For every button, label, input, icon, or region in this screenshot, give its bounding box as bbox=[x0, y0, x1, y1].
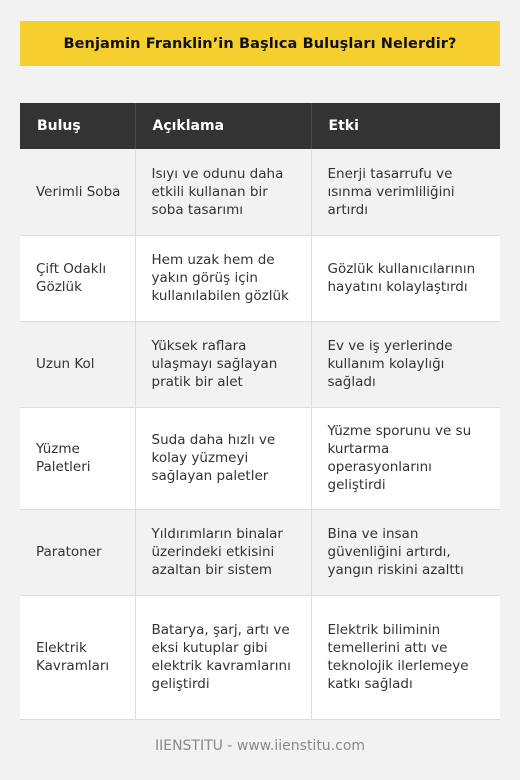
cell-impact: Gözlük kullanıcılarının hayatını kolaylaştırdı bbox=[311, 235, 500, 321]
inventions-table bbox=[20, 103, 500, 720]
cell-invention: Yüzme Paletleri bbox=[20, 407, 135, 509]
cell-impact: Enerji tasarrufu ve ısınma verimliliğini artırdı bbox=[311, 149, 500, 235]
cell-invention: Çift Odaklı Gözlük bbox=[20, 235, 135, 321]
cell-impact: Elektrik biliminin temellerini attı ve teknolojik ilerlemeye katkı sağladı bbox=[311, 595, 500, 719]
cell-description: Hem uzak hem de yakın görüş için kullanılabilen gözlük bbox=[135, 235, 311, 321]
cell-invention: Elektrik Kavramları bbox=[20, 595, 135, 719]
cell-impact: Yüzme sporunu ve su kurtarma operasyonlarını geliştirdi bbox=[311, 407, 500, 509]
cell-impact: Ev ve iş yerlerinde kullanım kolaylığı sağladı bbox=[311, 321, 500, 407]
cell-invention: Verimli Soba bbox=[20, 149, 135, 235]
cell-description: Batarya, şarj, artı ve eksi kutuplar gibi elektrik kavramlarını geliştirdi bbox=[135, 595, 311, 719]
table-row bbox=[20, 235, 500, 321]
cell-description: Isıyı ve odunu daha etkili kullanan bir soba tasarımı bbox=[135, 149, 311, 235]
inventions-table-container bbox=[20, 103, 500, 720]
table-header bbox=[20, 103, 500, 149]
cell-description: Yüksek raflara ulaşmayı sağlayan pratik bir alet bbox=[135, 321, 311, 407]
cell-description: Yıldırımların binalar üzerindeki etkisini azaltan bir sistem bbox=[135, 509, 311, 595]
cell-invention: Paratoner bbox=[20, 509, 135, 595]
cell-description: Suda daha hızlı ve kolay yüzmeyi sağlayan paletler bbox=[135, 407, 311, 509]
page-title: Benjamin Franklin’in Başlıca Buluşları Nelerdir? bbox=[20, 21, 500, 66]
cell-impact: Bina ve insan güvenliğini artırdı, yangın riskini azalttı bbox=[311, 509, 500, 595]
table-header-row bbox=[20, 103, 500, 149]
table-row bbox=[20, 407, 500, 509]
header-invention: Buluş bbox=[20, 103, 135, 149]
header-impact: Etki bbox=[311, 103, 500, 149]
header-description: Açıklama bbox=[135, 103, 311, 149]
table-row bbox=[20, 595, 500, 719]
table-row bbox=[20, 321, 500, 407]
cell-invention: Uzun Kol bbox=[20, 321, 135, 407]
table-body bbox=[20, 149, 500, 719]
table-row bbox=[20, 509, 500, 595]
table-row bbox=[20, 149, 500, 235]
footer-credit: IIENSTITU - www.iienstitu.com bbox=[154, 738, 366, 754]
